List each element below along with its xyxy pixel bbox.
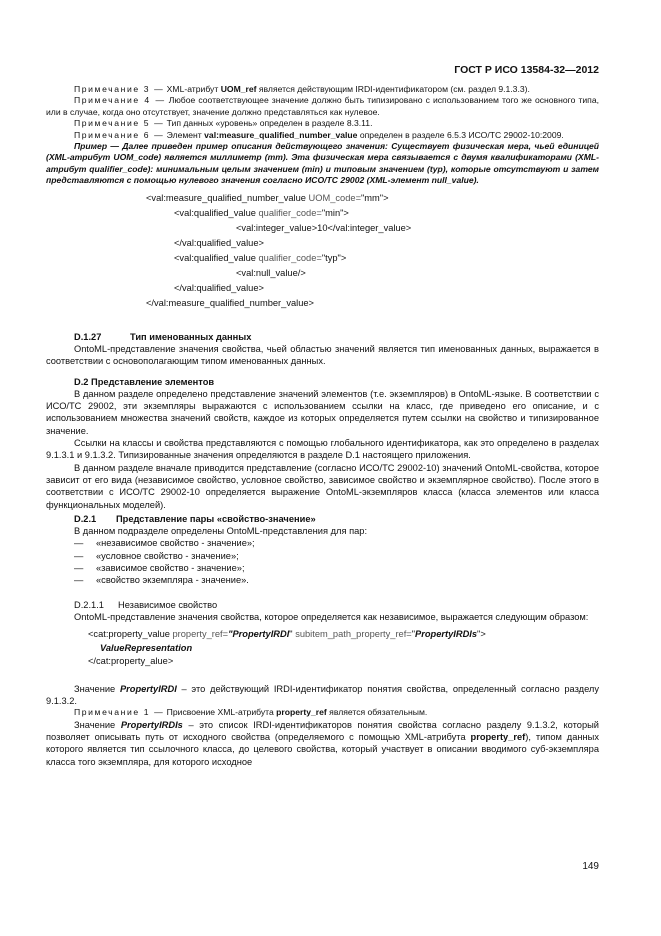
note-6: Примечание 6 — Элемент val:measure_qualified_number_value определен в разделе 6.5.3 ИСО/ТС 29002-10:2009.: [74, 129, 564, 140]
list-item: — «зависимое свойство - значение»;: [74, 563, 245, 573]
code-line: </val:qualified_value>: [174, 237, 264, 248]
list-item: — «свойство экземпляра - значение».: [74, 575, 249, 586]
code-line: ValueRepresentation: [100, 642, 193, 653]
note-3: Примечание 3 — XML-атрибут UOM_ref является действующим IRDI-идентификатором (см. раздел 9.1.3.3).: [74, 84, 530, 94]
property-irdis-paragraph: Значение PropertyIRDIs – это список IRDI-идентификаторов понятия свойства согласно разделу 9.1.3.2, который позволяет описывать путь от исходного свойства (определяемого с помощью XML-атрибута property_ref), типом данных которого является тип ссылочного класса, до целевого свойства, который участвует в описании вводимого суб-экземпляра класса того экземпляра, для которого исходное: [46, 719, 600, 767]
code-line: </val:qualified_value>: [174, 282, 264, 293]
code-line: <val:qualified_value qualifier_code="typ">: [174, 252, 347, 263]
code-line: <val:integer_value>10</val:integer_value>: [236, 222, 412, 233]
section-d2-paragraph: Ссылки на классы и свойства представляются с помощью глобального идентификатора, как это определено в разделах 9.1.3.1 и 9.1.3.2. Типизированные значения определяются в разделе D.1 настоящего приложения.: [46, 438, 599, 461]
section-heading-d211: D.2.1.1 Независимое свойство: [74, 599, 218, 610]
example-paragraph: Пример — Далее приведен пример описания действующего значения: Существует физическая мера, чьей единицей (XML-атрибут UOM_code) является миллиметр (mm). Эта физическая мера связывается с двумя квалификаторами (XML-атрибут qualifier_code): минимальным целым значением (min) и типовым значением (typ), которые отсутствуют и затем представляются с помощью нулевого значения согласно ИСО/ТС 29002 (XML-элемент null_value).: [46, 141, 599, 186]
code-line: <val:measure_qualified_number_value UOM_code="mm">: [146, 192, 389, 203]
xml-syntax-block: [46, 628, 599, 669]
code-line: <cat:property_value property_ref="PropertyIRDI" subitem_path_property_ref="PropertyIRDIs">: [88, 629, 486, 640]
xml-example-block: [46, 191, 599, 311]
code-line: </val:measure_qualified_number_value>: [146, 297, 314, 308]
code-line: <val:null_value/>: [236, 267, 306, 278]
property-irdi-paragraph: Значение PropertyIRDI – это действующий IRDI-идентификатор понятия свойства, определенный согласно разделу 9.1.3.2.: [46, 683, 600, 706]
code-line: <val:qualified_value qualifier_code="min">: [174, 207, 349, 218]
standard-header: ГОСТ Р ИСО 13584-32—2012: [454, 64, 599, 76]
page-content: [46, 84, 599, 768]
note-1: Примечание 1 — Присвоение XML-атрибута property_ref является обязательным.: [74, 707, 428, 718]
page-number: 149: [582, 861, 599, 872]
section-heading-d21: D.2.1 Представление пары «свойство-значение»: [74, 513, 316, 524]
section-d211-text: OntoML-представление значения свойства, которое определяется как независимое, выражается следующим образом:: [74, 611, 589, 622]
section-d127-text: OntoML-представление значения свойства, чьей областью значений является тип именованных данных, выражается в соответствии с основополагающим типом именованных данных.: [46, 343, 599, 367]
note-5: Примечание 5 — Тип данных «уровень» определен в разделе 8.3.11.: [74, 118, 373, 129]
list-item: — «условное свойство - значение»;: [74, 550, 239, 561]
section-d2-paragraph: В данном разделе вначале приводится представление (согласно ИСО/ТС 29002-10) значений OntoML-свойства, которое зависит от его вида (независимое свойство, условное свойство, зависимое свойство и экземплярное свойство). После этого в соответствии с ИСО/ТС 29002-10 определяется выражение OntoML-экземпляров класса (класса элементов или класса функциональных моделей).: [46, 462, 599, 510]
section-d2-paragraph: В данном разделе определено представление значений элементов (т.е. экземпляров) в OntoML-языке. В соответствии с ИСО/ТС 29002, эти экземпляры выражаются с использованием ссылки на класс, где приведено его описание, и с использованием множества значений свойств, каждое из которых определяется путем ссылки на свойство и типизированное значение.: [46, 388, 599, 436]
list-item: — «независимое свойство - значение»;: [74, 538, 255, 549]
section-d21-intro: В данном подразделе определены OntoML-представления для пар:: [74, 526, 368, 537]
section-heading-d2: D.2 Представление элементов: [74, 376, 215, 387]
code-line: </cat:property_alue>: [88, 656, 174, 667]
section-heading-d127: D.1.27 Тип именованных данных: [74, 331, 252, 342]
note-4: Примечание 4 — Любое соответствующее значение должно быть типизировано с использованием того же основного типа, или в случае, когда оно отсутствует, значение должно представляться как нулевое.: [46, 95, 599, 117]
